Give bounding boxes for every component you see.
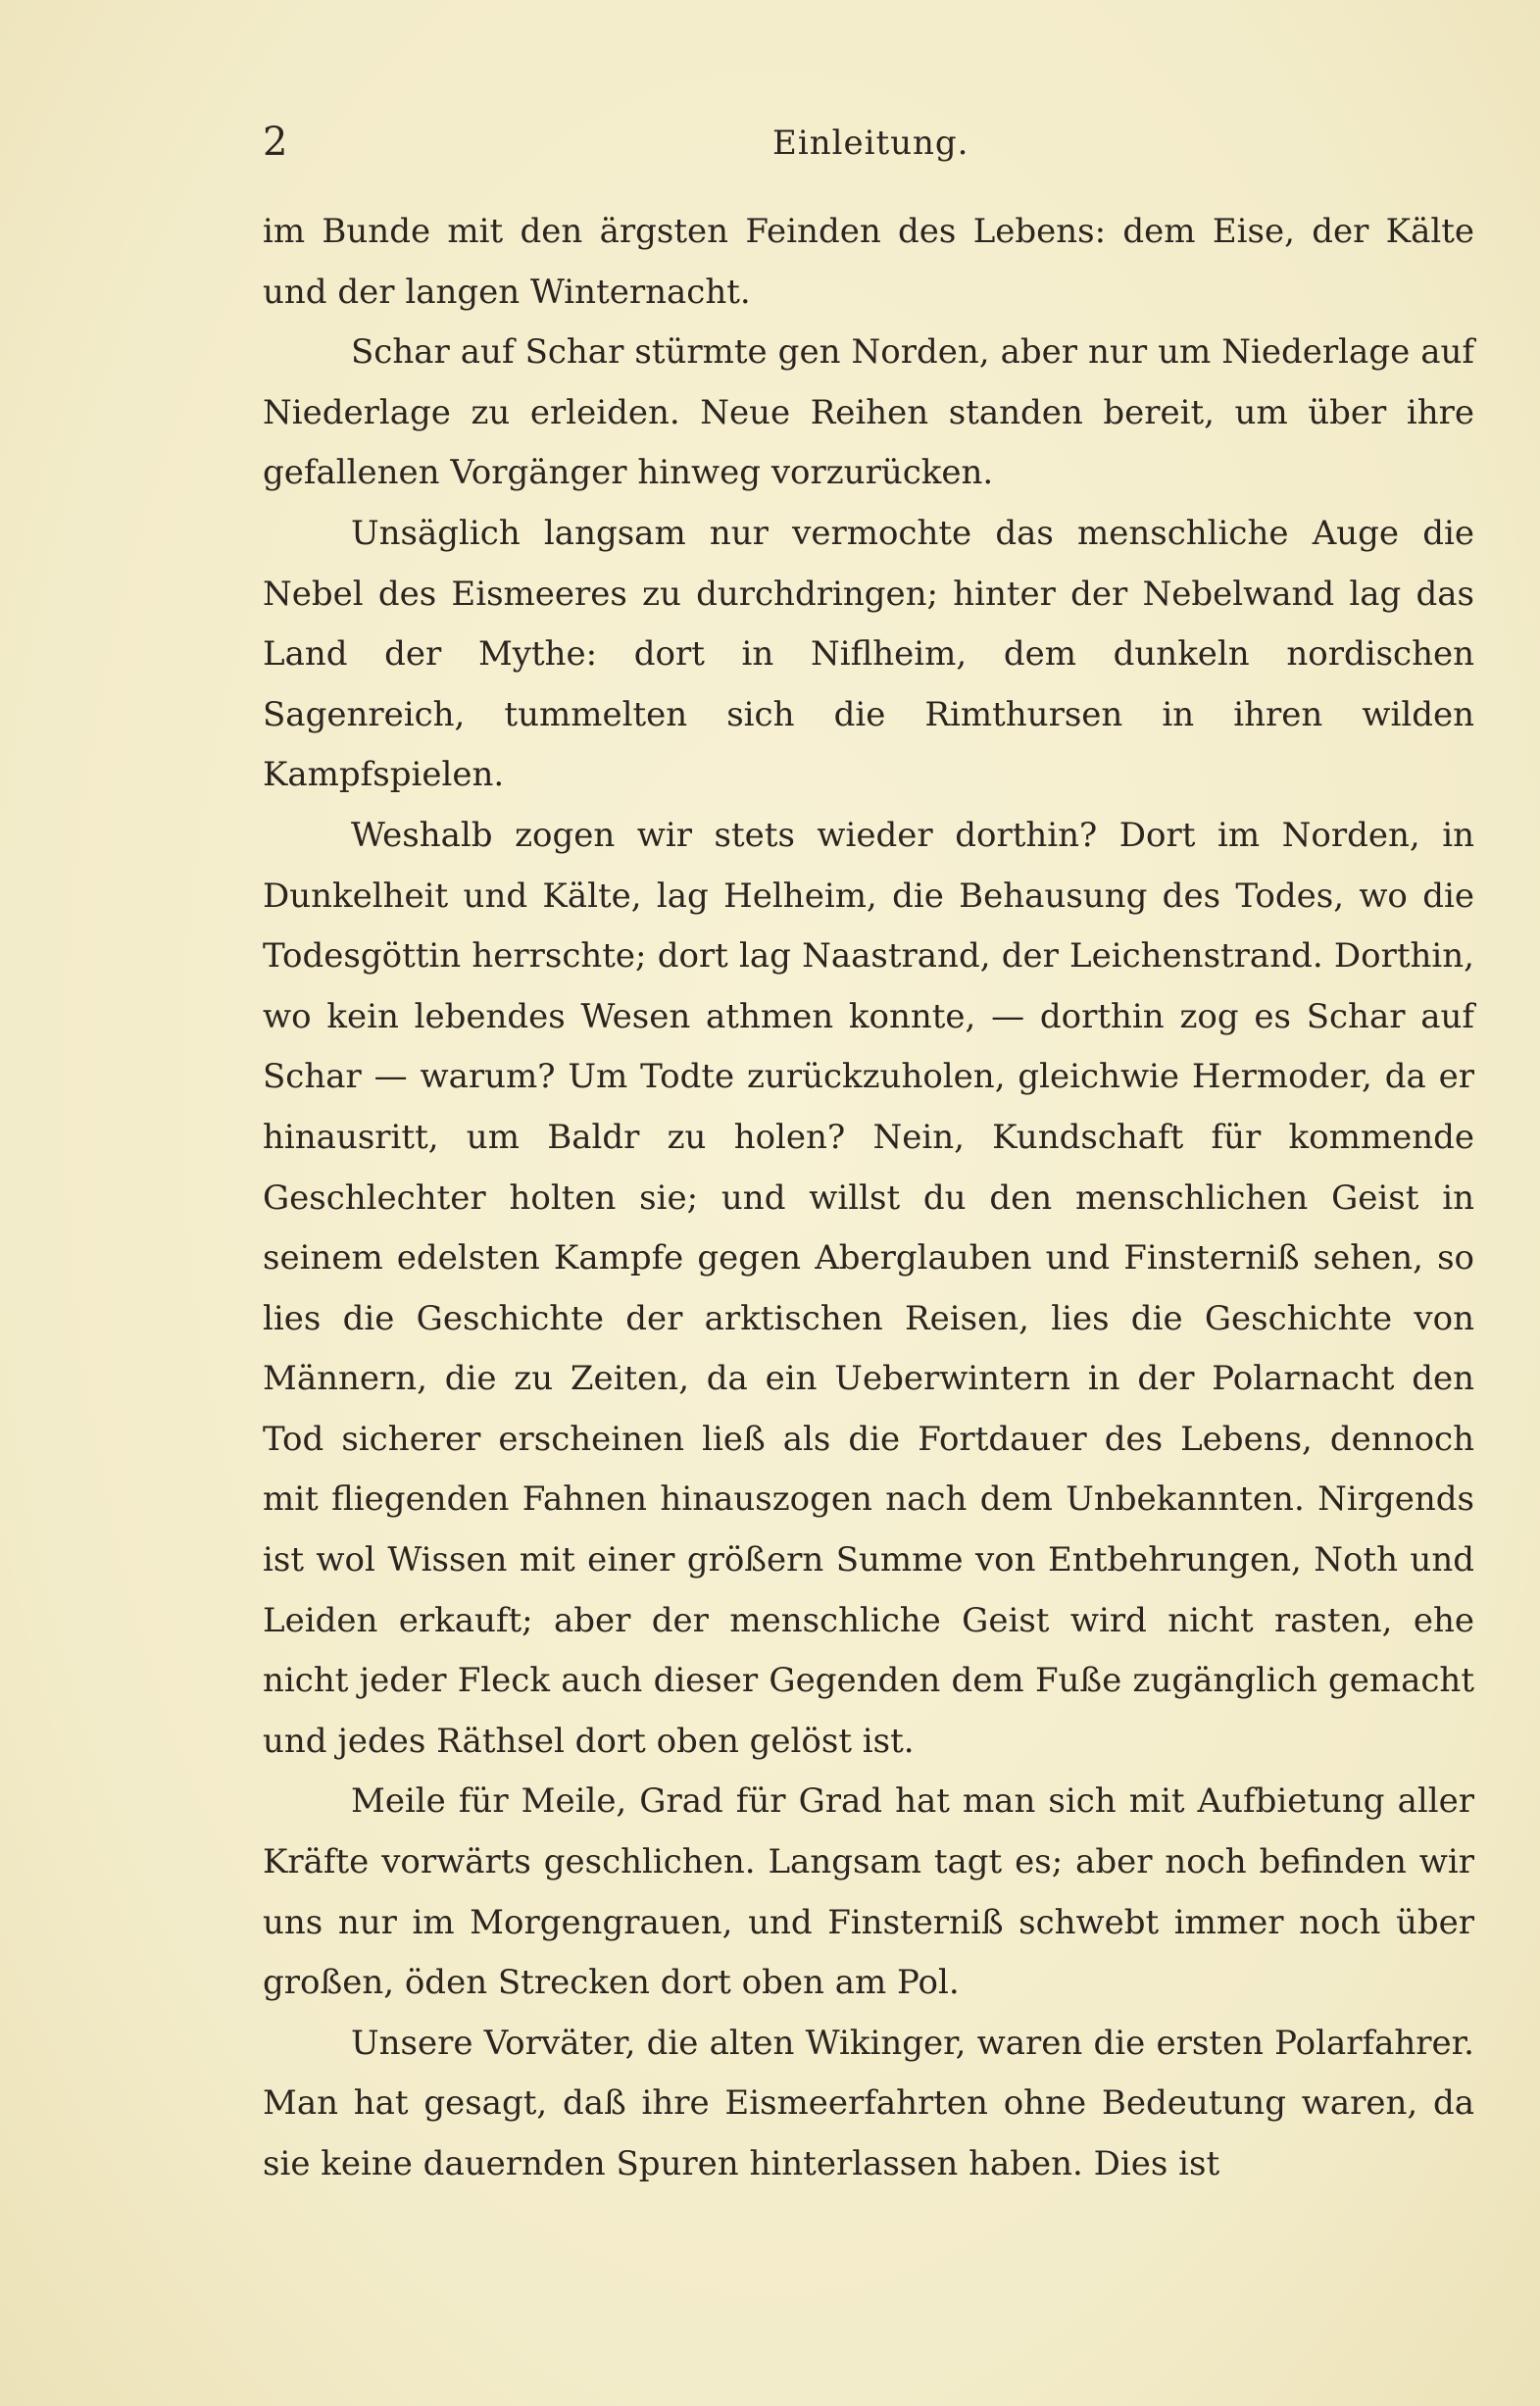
paragraph: Unsere Vorväter, die alten Wikinger, waren die ersten Polarfahrer. Man hat gesagt, daß ihre Eismeerfahrten ohne Bedeutung waren, da sie keine dauernden Spuren hinterlassen haben. Dies ist xyxy=(263,2023,1474,2183)
paragraph: Meile für Meile, Grad für Grad hat man sich mit Aufbietung aller Kräfte vorwärts geschlichen. Langsam tagt es; aber noch befinden wir uns nur im Morgengrauen, und Finsterniß schwebt immer noch über großen, öden Strecken dort oben am Pol. xyxy=(263,1781,1474,2003)
page-number: 2 xyxy=(263,120,288,165)
paragraph: Schar auf Schar stürmte gen Norden, aber nur um Niederlage auf Niederlage zu erleiden. Neue Reihen standen bereit, um über ihre gefallenen Vorgänger hinweg vorzurücken. xyxy=(263,332,1474,493)
paragraph: Weshalb zogen wir stets wieder dorthin? Dort im Norden, in Dunkelheit und Kälte, lag Helheim, die Behausung des Todes, wo die Todesgöttin herrschte; dort lag Naastrand, der Leichenstrand. Dorthin, wo kein lebendes Wesen athmen konnte, — dorthin zog es Schar auf Schar — warum? Um Todte zurückzuholen, gleichwie Hermoder, da er hinausritt, um Baldr zu holen? Nein, Kundschaft für kommende Geschlechter holten sie; und willst du den menschlichen Geist in seinem edelsten Kampfe gegen Aberglauben und Finsterniß sehen, so lies die Geschichte der arktischen Reisen, lies die Geschichte von Männern, die zu Zeiten, da ein Ueberwintern in der Polarnacht den Tod sicherer erscheinen ließ als die Fortdauer des Lebens, dennoch mit fliegenden Fahnen hinauszogen nach dem Unbekannten. Nirgends ist wol Wissen mit einer größern Summe von Entbehrungen, Noth und Leiden erkauft; aber der menschliche Geist wird nicht rasten, ehe nicht jeder Fleck auch dieser Gegenden dem Fuße zugänglich gemacht und jedes Räthsel dort oben gelöst ist. xyxy=(263,815,1474,1761)
running-title: Einleitung. xyxy=(772,124,969,163)
paragraph: Unsäglich langsam nur vermochte das menschliche Auge die Nebel des Eismeeres zu durchdringen; hinter der Nebelwand lag das Land der Mythe: dort in Niflheim, dem dunkeln nordischen Sagenreich, tummelten sich die Rimthursen in ihren wilden Kampfspielen. xyxy=(263,513,1474,795)
page-header xyxy=(263,120,1474,178)
paragraph-continuation: im Bunde mit den ärgsten Feinden des Lebens: dem Eise, der Kälte und der langen Winternacht. xyxy=(263,212,1474,312)
body-text xyxy=(263,202,1474,2195)
